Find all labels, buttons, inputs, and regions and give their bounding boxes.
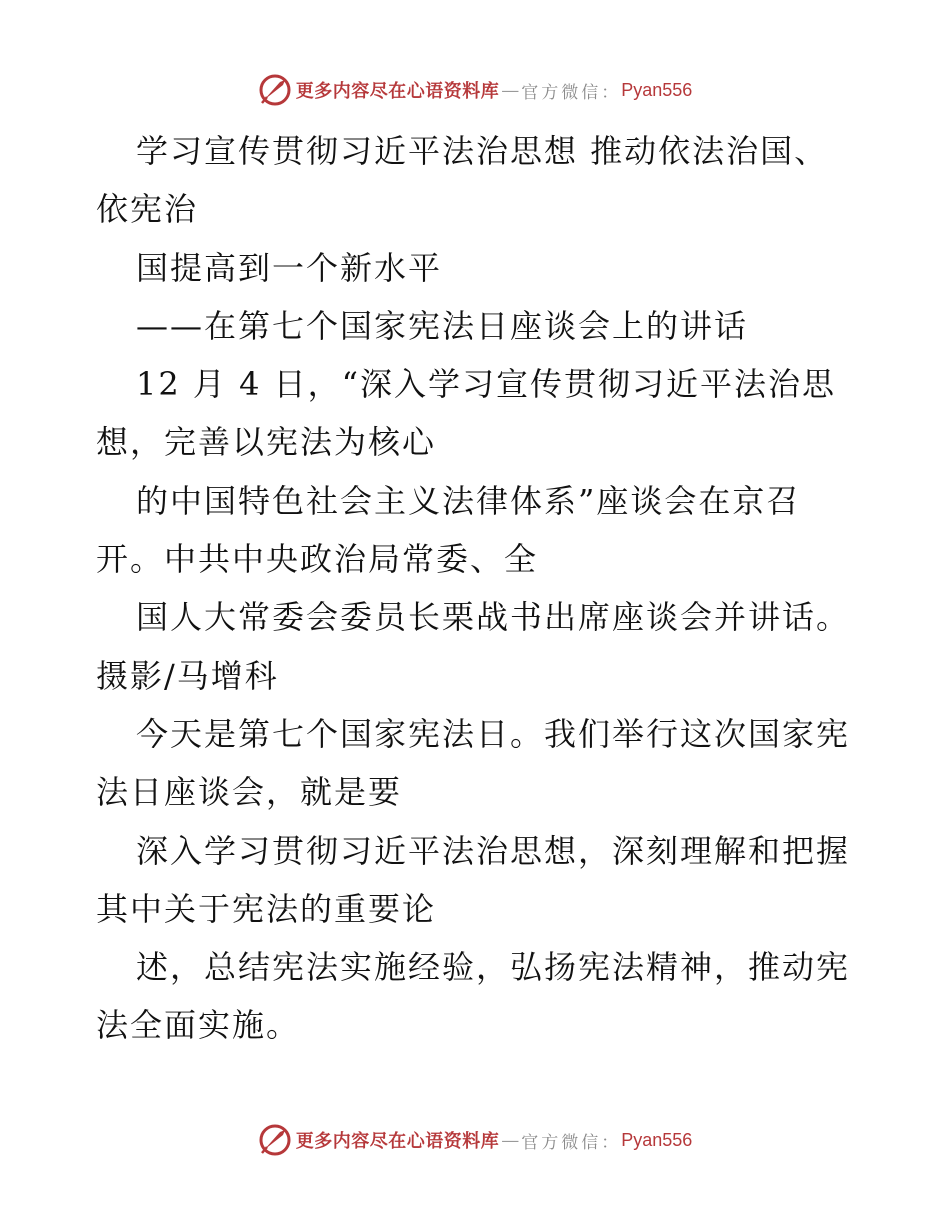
watermark-wechat-id: Pyan556	[621, 79, 693, 100]
paragraph-line: 12 月 4 日，“深入学习宣传贯彻习近平法治思	[136, 365, 836, 404]
paragraph-line: 深入学习贯彻习近平法治思想，深刻理解和把握	[136, 831, 851, 870]
document-body	[96, 122, 856, 1055]
quill-seal-icon	[258, 1123, 292, 1157]
header-watermark	[0, 72, 950, 108]
footer-watermark	[0, 1122, 950, 1158]
watermark-dash: —	[501, 1129, 520, 1151]
paragraph-line: 述，总结宪法实施经验，弘扬宪法精神，推动宪	[136, 948, 851, 987]
paragraph-line-title-3: 国提高到一个新水平	[136, 248, 443, 287]
paragraph-line: 法日座谈会，就是要	[96, 773, 403, 812]
quill-seal-icon	[258, 73, 292, 107]
paragraph-line: 开。中共中央政治局常委、全	[96, 540, 539, 579]
paragraph-line-title-1: 学习宣传贯彻习近平法治思想 推动依法治国、	[136, 132, 829, 170]
watermark-official-label: 官方微信：	[521, 1132, 622, 1153]
paragraph-line: 国人大常委会委员长栗战书出席座谈会并讲话。	[136, 598, 851, 637]
photo-credit-line: 摄影/马增科	[96, 656, 279, 695]
paragraph-line: 其中关于宪法的重要论	[96, 889, 437, 928]
paragraph-line-subtitle: ——在第七个国家宪法日座谈会上的讲话	[136, 306, 749, 345]
paragraph-line: 今天是第七个国家宪法日。我们举行这次国家宪	[136, 714, 851, 753]
paragraph-line: 法全面实施。	[96, 1006, 301, 1045]
watermark-wechat-id: Pyan556	[621, 1129, 693, 1150]
watermark-brand: 更多内容尽在心语资料库	[295, 81, 500, 102]
watermark-official-label: 官方微信：	[521, 82, 622, 103]
paragraph-line-title-2: 依宪治	[96, 190, 199, 229]
watermark-brand: 更多内容尽在心语资料库	[295, 1131, 500, 1152]
paragraph-line: 想，完善以宪法为核心	[96, 423, 437, 462]
paragraph-line: 的中国特色社会主义法律体系”座谈会在京召	[136, 481, 801, 520]
watermark-dash: —	[501, 79, 520, 101]
